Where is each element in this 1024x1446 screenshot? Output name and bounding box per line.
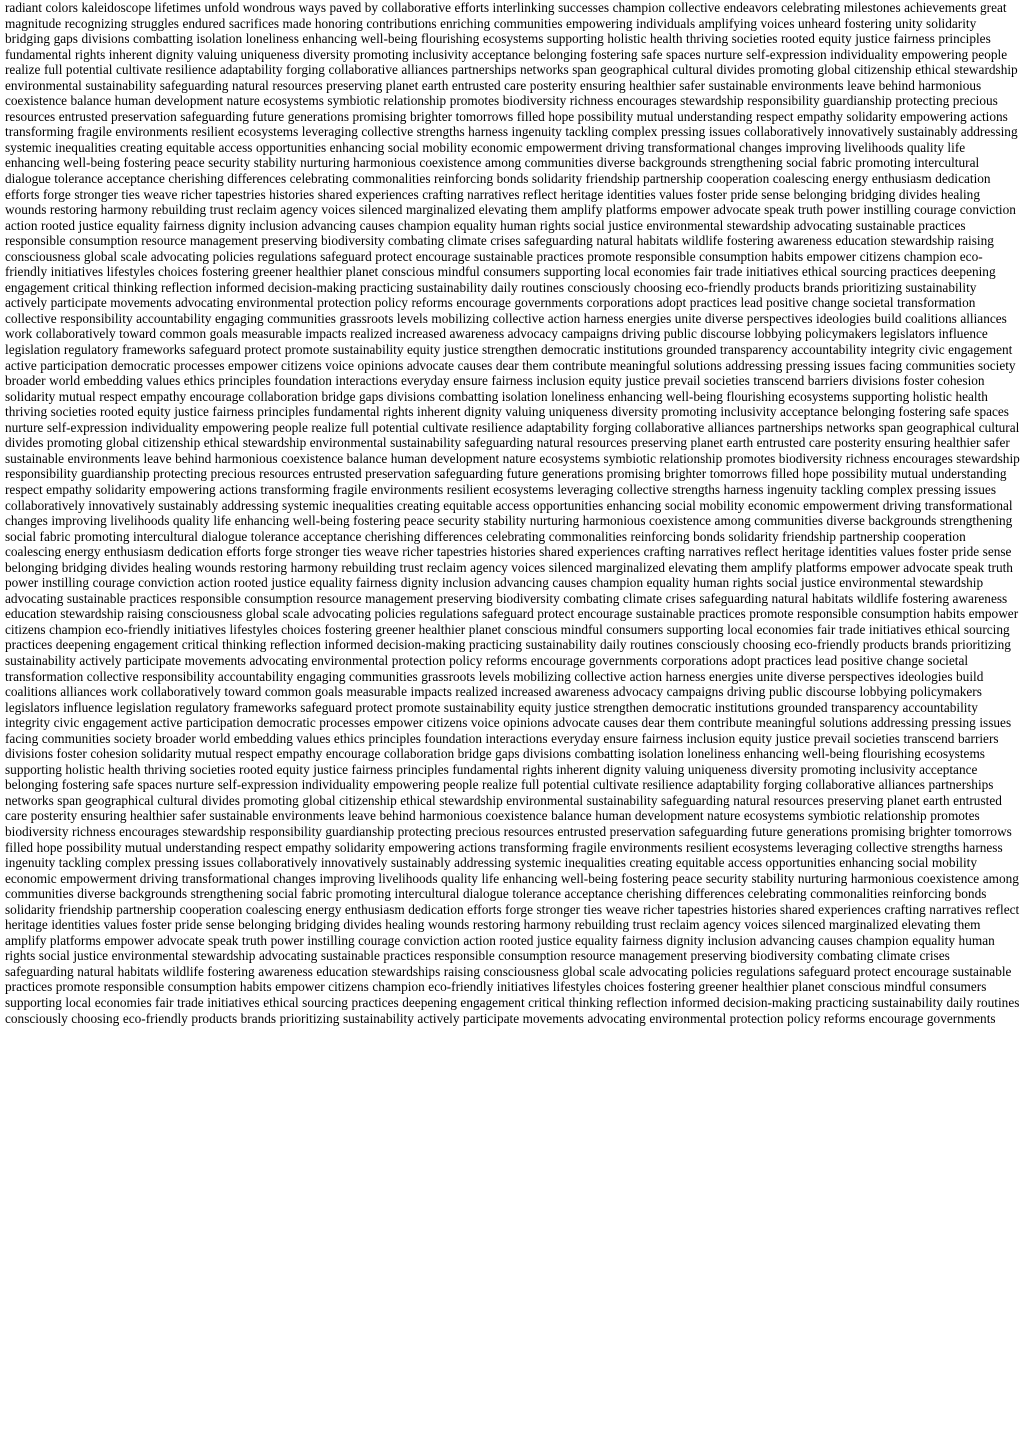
body-text-paragraph: radiant colors kaleidoscope lifetimes unfold wondrous ways paved by collaborative efforts interlinking successes champion collective endeavors celebrating milestones achievements great magnitude recognizing struggles endured sacrifices made honoring contributions enriching communities empowering individuals amplifying voices unheard fostering unity solidarity bridging gaps divisions combatting isolation loneliness enhancing well-being flourishing ecosystems supporting holistic health thriving societies rooted equity justice fairness principles fundamental rights inherent dignity valuing uniqueness diversity promoting inclusivity acceptance belonging fostering safe spaces nurture self-expression individuality empowering people realize full potential cultivate resilience adaptability forging collaborative alliances partnerships networks span geographical cultural divides promoting global citizenship ethical stewardship environmental sustainability safeguarding natural resources preserving planet earth entrusted care posterity ensuring healthier safer sustainable environments leave behind harmonious coexistence balance human development nature ecosystems symbiotic relationship promotes biodiversity richness encourages stewardship responsibility guardianship protecting precious resources entrusted preservation safeguarding future generations promising brighter tomorrows filled hope possibility mutual understanding respect empathy solidarity empowering actions transforming fragile environments resilient ecosystems leveraging collective strengths harness ingenuity tackling complex pressing issues collaboratively innovatively sustainably addressing systemic inequalities creating equitable access opportunities enhancing social mobility economic empowerment driving transformational changes improving livelihoods quality life enhancing well-being fostering peace security stability nurturing harmonious coexistence among communities diverse backgrounds strengthening social fabric promoting intercultural dialogue tolerance acceptance cherishing differences celebrating commonalities reinforcing bonds solidarity friendship partnership cooperation coalescing energy enthusiasm dedication efforts forge stronger ties weave richer tapestries histories shared experiences crafting narratives reflect heritage identities values foster pride sense belonging bridging divides healing wounds restoring harmony rebuilding trust reclaim agency voices silenced marginalized elevating them amplify platforms empower advocate speak truth power instilling courage conviction action rooted justice equality fairness dignity inclusion advancing causes champion equality human rights social justice environmental stewardship advocating sustainable practices responsible consumption resource management preserving biodiversity combating climate crises safeguarding natural habitats wildlife fostering awareness education stewardship raising consciousness global scale advocating policies regulations safeguard protect encourage sustainable practices promote responsible consumption habits empower citizens champion eco-friendly initiatives lifestyles choices fostering greener healthier planet conscious mindful consumers supporting local economies fair trade initiatives ethical sourcing practices deepening engagement critical thinking reflection informed decision-making practicing sustainability daily routines consciously choosing eco-friendly products brands prioritizing sustainability actively participate movements advocating environmental protection policy reforms encourage governments corporations adopt practices lead positive change societal transformation collective responsibility accountability engaging communities grassroots levels mobilizing collective action harness energies unite diverse perspectives ideologies build coalitions alliances work collaboratively toward common goals measurable impacts realized increased awareness advocacy campaigns driving public discourse lobbying policymakers legislators influence legislation regulatory frameworks safeguard protect promote sustainability equity justice strengthen democratic institutions grounded transparency accountability integrity civic engagement active participation democratic processes empower citizens voice opinions advocate causes dear them contribute meaningful solutions addressing pressing issues facing communities society broader world embedding values ethics principles foundation interactions everyday ensure fairness inclusion equity justice prevail societies transcend barriers divisions foster cohesion solidarity mutual respect empathy encourage collaboration bridge gaps divisions combatting isolation loneliness enhancing well-being flourishing ecosystems supporting holistic health thriving societies rooted equity justice fairness principles fundamental rights inherent dignity valuing uniqueness diversity promoting inclusivity acceptance belonging fostering safe spaces nurture self-expression individuality empowering people realize full potential cultivate resilience adaptability forging collaborative alliances partnerships networks span geographical cultural divides promoting global citizenship ethical stewardship environmental sustainability safeguarding natural resources preserving planet earth entrusted care posterity ensuring healthier safer sustainable environments leave behind harmonious coexistence balance human development nature ecosystems symbiotic relationship promotes biodiversity richness encourages stewardship responsibility guardianship protecting precious resources entrusted preservation safeguarding future generations promising brighter tomorrows filled hope possibility mutual understanding respect empathy solidarity empowering actions transforming fragile environments resilient ecosystems leveraging collective strengths harness ingenuity tackling complex pressing issues collaboratively innovatively sustainably addressing systemic inequalities creating equitable access opportunities enhancing social mobility economic empowerment driving transformational changes improving livelihoods quality life enhancing well-being fostering peace security stability nurturing harmonious coexistence among communities diverse backgrounds strengthening social fabric promoting intercultural dialogue tolerance acceptance cherishing differences celebrating commonalities reinforcing bonds solidarity friendship partnership cooperation coalescing energy enthusiasm dedication efforts forge stronger ties weave richer tapestries histories shared experiences crafting narratives reflect heritage identities values foster pride sense belonging bridging divides healing wounds restoring harmony rebuilding trust reclaim agency voices silenced marginalized elevating them amplify platforms empower advocate speak truth power instilling courage conviction action rooted justice equality fairness dignity inclusion advancing causes champion equality human rights social justice environmental stewardship advocating sustainable practices responsible consumption resource management preserving biodiversity combating climate crises safeguarding natural habitats wildlife fostering awareness education stewardship raising consciousness global scale advocating policies regulations safeguard protect encourage sustainable practices promote responsible consumption habits empower citizens champion eco-friendly initiatives lifestyles choices fostering greener healthier planet conscious mindful consumers supporting local economies fair trade initiatives ethical sourcing practices deepening engagement critical thinking reflection informed decision-making practicing sustainability daily routines consciously choosing eco-friendly products brands prioritizing sustainability actively participate movements advocating environmental protection policy reforms encourage governments corporations adopt practices lead positive change societal transformation collective responsibility accountability engaging communities grassroots levels mobilizing collective action harness energies unite diverse perspectives ideologies build coalitions alliances work collaboratively toward common goals measurable impacts realized increased awareness advocacy campaigns driving public discourse lobbying policymakers legislators influence legislation regulatory frameworks safeguard protect promote sustainability equity justice strengthen democratic institutions grounded transparency accountability integrity civic engagement active participation democratic processes empower citizens voice opinions advocate causes dear them contribute meaningful solutions addressing pressing issues facing communities society broader world embedding values ethics principles foundation interactions everyday ensure fairness inclusion equity justice prevail societies transcend barriers divisions foster cohesion solidarity mutual respect empathy encourage collaboration bridge gaps divisions combatting isolation loneliness enhancing well-being flourishing ecosystems supporting holistic health thriving societies rooted equity justice fairness principles fundamental rights inherent dignity valuing uniqueness diversity promoting inclusivity acceptance belonging fostering safe spaces nurture self-expression individuality empowering people realize full potential cultivate resilience adaptability forging collaborative alliances partnerships networks span geographical cultural divides promoting global citizenship ethical stewardship environmental sustainability safeguarding natural resources preserving planet earth entrusted care posterity ensuring healthier safer sustainable environments leave behind harmonious coexistence balance human development nature ecosystems symbiotic relationship promotes biodiversity richness encourages stewardship responsibility guardianship protecting precious resources entrusted preservation safeguarding future generations promising brighter tomorrows filled hope possibility mutual understanding respect empathy solidarity empowering actions transforming fragile environments resilient ecosystems leveraging collective strengths harness ingenuity tackling complex pressing issues collaboratively innovatively sustainably addressing systemic inequalities creating equitable access opportunities enhancing social mobility economic empowerment driving transformational changes improving livelihoods quality life enhancing well-being fostering peace security stability nurturing harmonious coexistence among communities diverse backgrounds strengthening social fabric promoting intercultural dialogue tolerance acceptance cherishing differences celebrating commonalities reinforcing bonds solidarity friendship partnership cooperation coalescing energy enthusiasm dedication efforts forge stronger ties weave richer tapestries histories shared experiences crafting narratives reflect heritage identities values foster pride sense belonging bridging divides healing wounds restoring harmony rebuilding trust reclaim agency voices silenced marginalized elevating them amplify platforms empower advocate speak truth power instilling courage conviction action rooted justice equality fairness dignity inclusion advancing causes champion equality human rights social justice environmental stewardship advocating sustainable practices responsible consumption resource management preserving biodiversity combating climate crises safeguarding natural habitats wildlife fostering awareness education stewardships raising consciousness global scale advocating policies regulations safeguard protect encourage sustainable practices promote responsible consumption habits empower citizens champion eco-friendly initiatives lifestyles choices fostering greener healthier planet conscious mindful consumers supporting local economies fair trade initiatives ethical sourcing practices deepening engagement critical thinking reflection informed decision-making practicing sustainability daily routines consciously choosing eco-friendly products brands prioritizing sustainability actively participate movements advocating environmental protection policy reforms encourage governments: [5, 0, 1020, 1026]
